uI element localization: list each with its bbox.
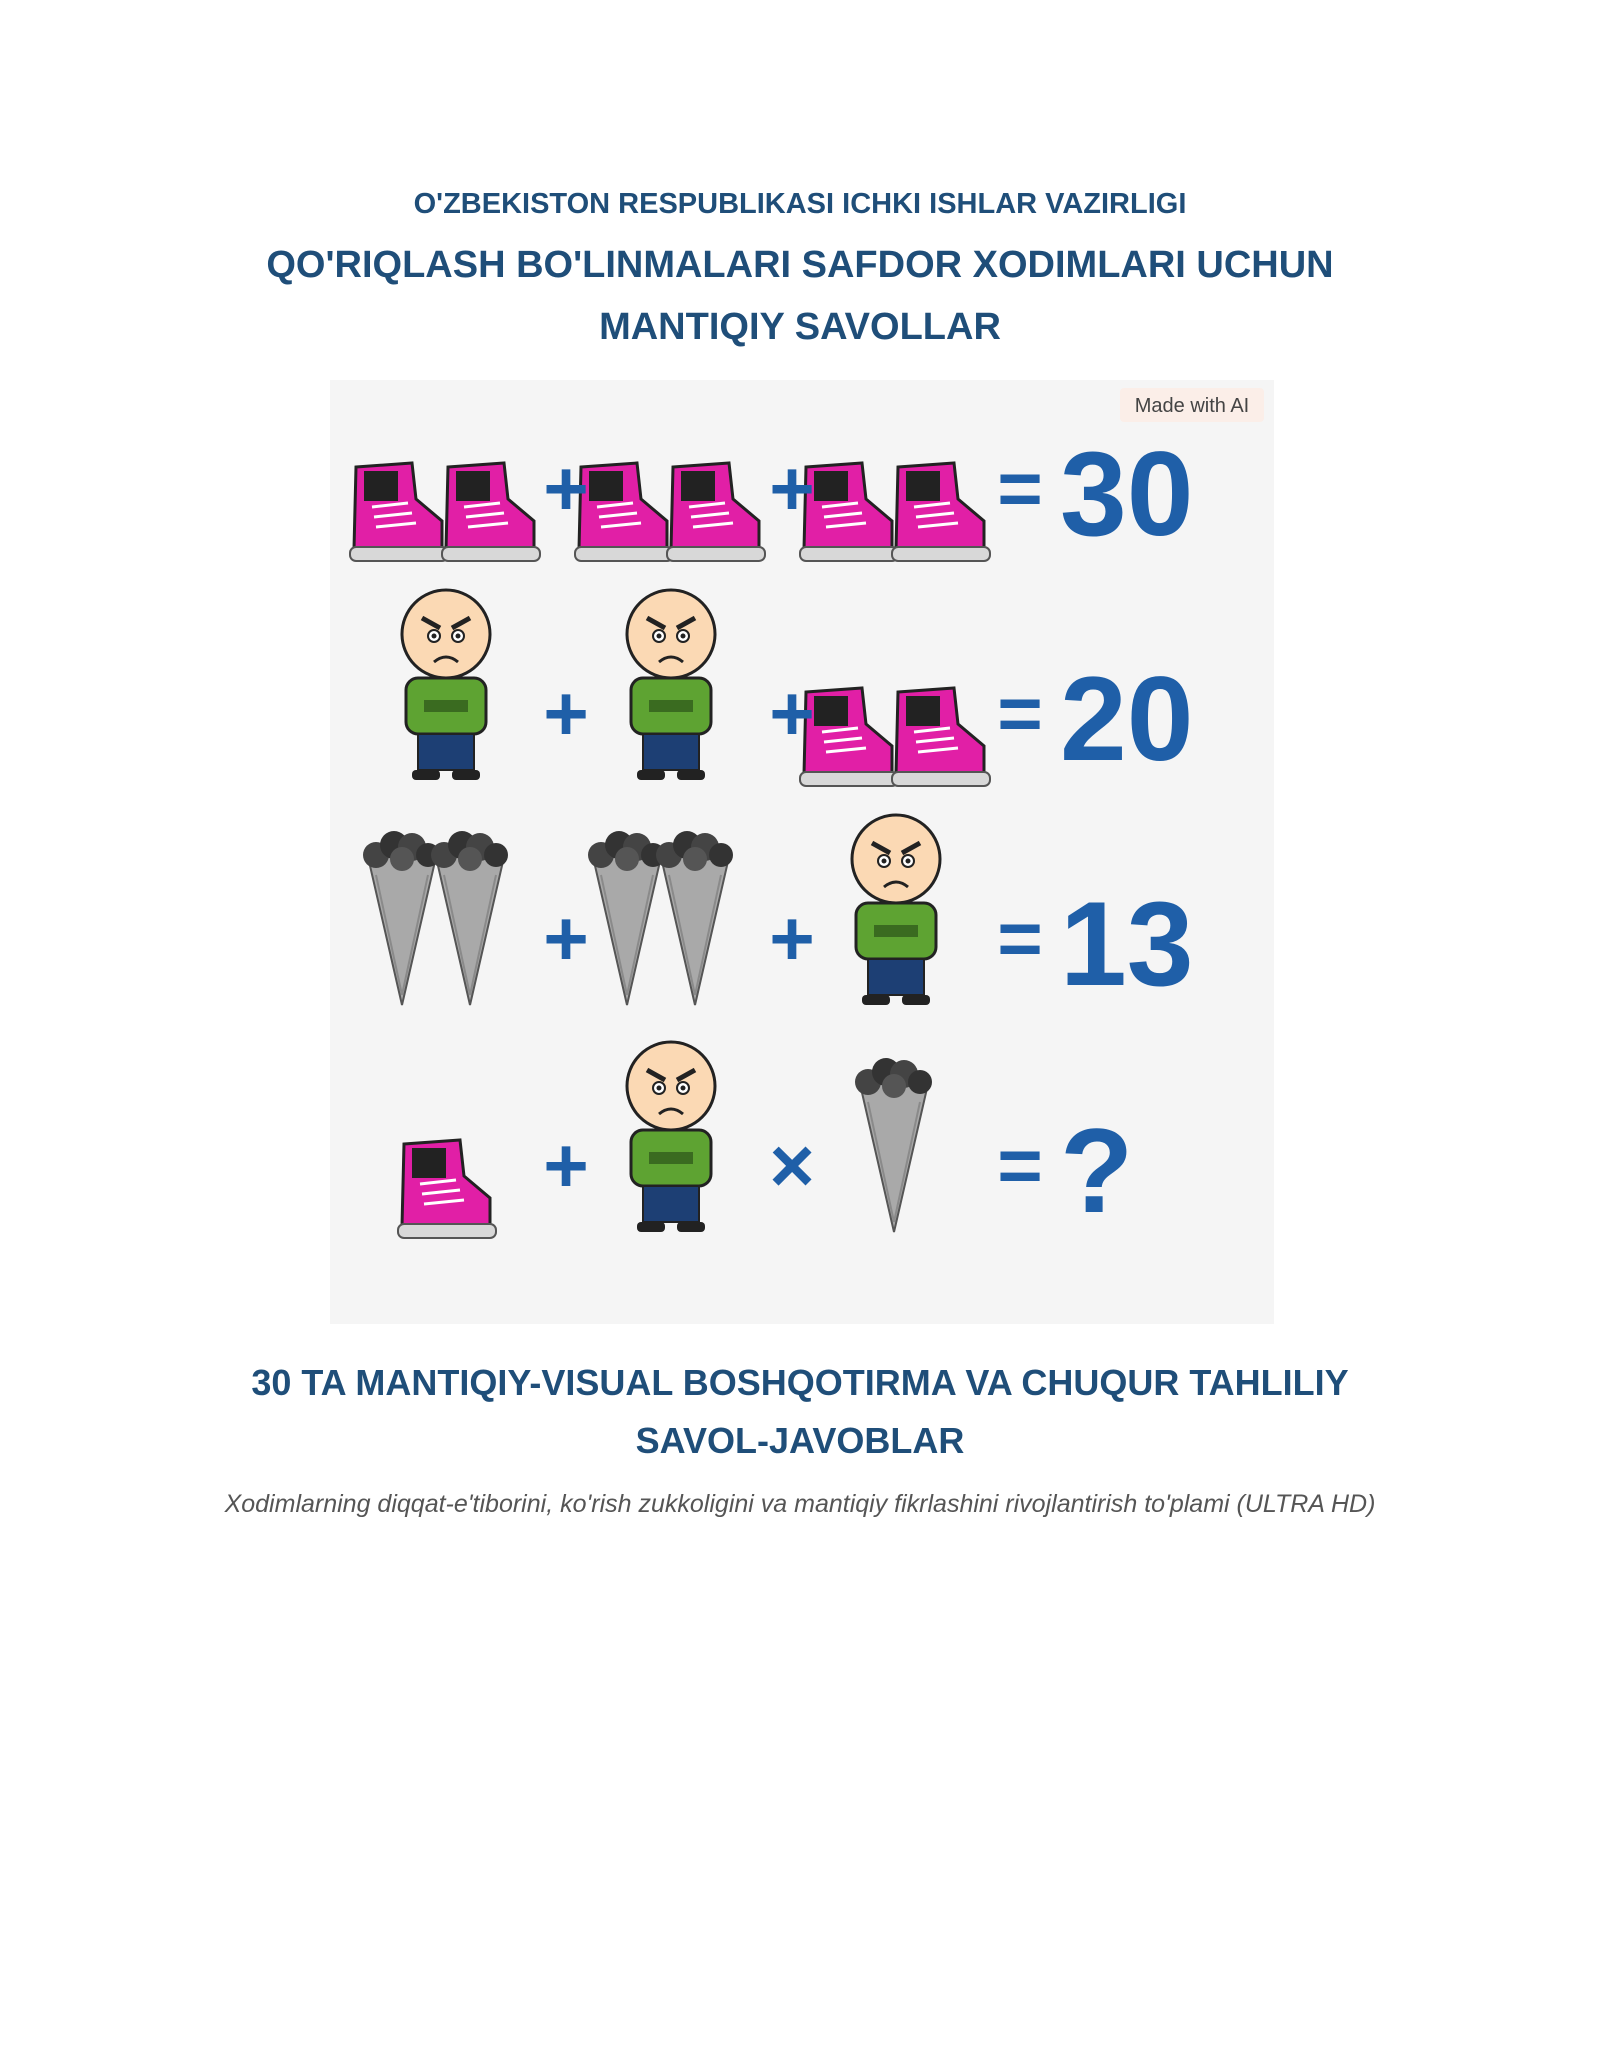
- operator-2-1: +: [543, 669, 589, 757]
- page-title-line-1: QO'RIQLASH BO'LINMALARI SAFDOR XODIMLARI UCHUN: [266, 244, 1334, 286]
- equals-sign-2: =: [997, 669, 1043, 757]
- sneaker-right-2-3: [892, 688, 990, 786]
- section-description: Xodimlarning diqqat-e'tiborini, ko'rish zukkoligini va mantiqiy fikrlashini rivojlantirish to'plami (ULTRA HD): [224, 1490, 1376, 1518]
- cone-single-4-3: [855, 1058, 932, 1232]
- boy-2-2: [627, 590, 715, 780]
- operator-3-1: +: [543, 894, 589, 982]
- cone-left-3-2: [588, 831, 665, 1005]
- ministry-name: O'ZBEKISTON RESPUBLIKASI ICHKI ISHLAR VAZIRLIGI: [413, 188, 1187, 220]
- operator-4-1: +: [543, 1121, 589, 1209]
- result-3: 13: [1060, 877, 1194, 1011]
- operator-1-2: +: [769, 444, 815, 532]
- page-title-line-2: MANTIQIY SAVOLLAR: [599, 306, 1001, 348]
- boy-4-2: [627, 1042, 715, 1232]
- sneaker-right-1-2: [667, 463, 765, 561]
- equals-sign-1: =: [997, 444, 1043, 532]
- result-2: 20: [1060, 652, 1194, 786]
- puzzle-image: [330, 380, 1274, 1324]
- sneaker-left-1-1: [350, 463, 448, 561]
- operator-1-1: +: [543, 444, 589, 532]
- operator-2-2: +: [769, 669, 815, 757]
- made-with-ai-badge: Made with AI: [1134, 395, 1250, 417]
- operator-4-2: ×: [769, 1121, 815, 1209]
- sneaker-right-1-1: [442, 463, 540, 561]
- sneaker-left-1-2: [575, 463, 673, 561]
- boy-3-3: [852, 815, 940, 1005]
- cone-right-3-2: [656, 831, 733, 1005]
- operator-3-2: +: [769, 894, 815, 982]
- cone-left-3-1: [363, 831, 440, 1005]
- section-subtitle-line-1: 30 TA MANTIQIY-VISUAL BOSHQOTIRMA VA CHUQUR TAHLILIY: [251, 1362, 1349, 1403]
- equals-sign-3: =: [997, 894, 1043, 982]
- section-subtitle-line-2: SAVOL-JAVOBLAR: [635, 1420, 965, 1461]
- result-1: 30: [1060, 427, 1194, 561]
- result-4: ?: [1060, 1104, 1134, 1238]
- sneaker-single-4-1: [398, 1140, 496, 1238]
- sneaker-right-1-3: [892, 463, 990, 561]
- boy-2-1: [402, 590, 490, 780]
- equals-sign-4: =: [997, 1121, 1043, 1209]
- puzzle-svg: [330, 380, 1274, 1324]
- cone-right-3-1: [431, 831, 508, 1005]
